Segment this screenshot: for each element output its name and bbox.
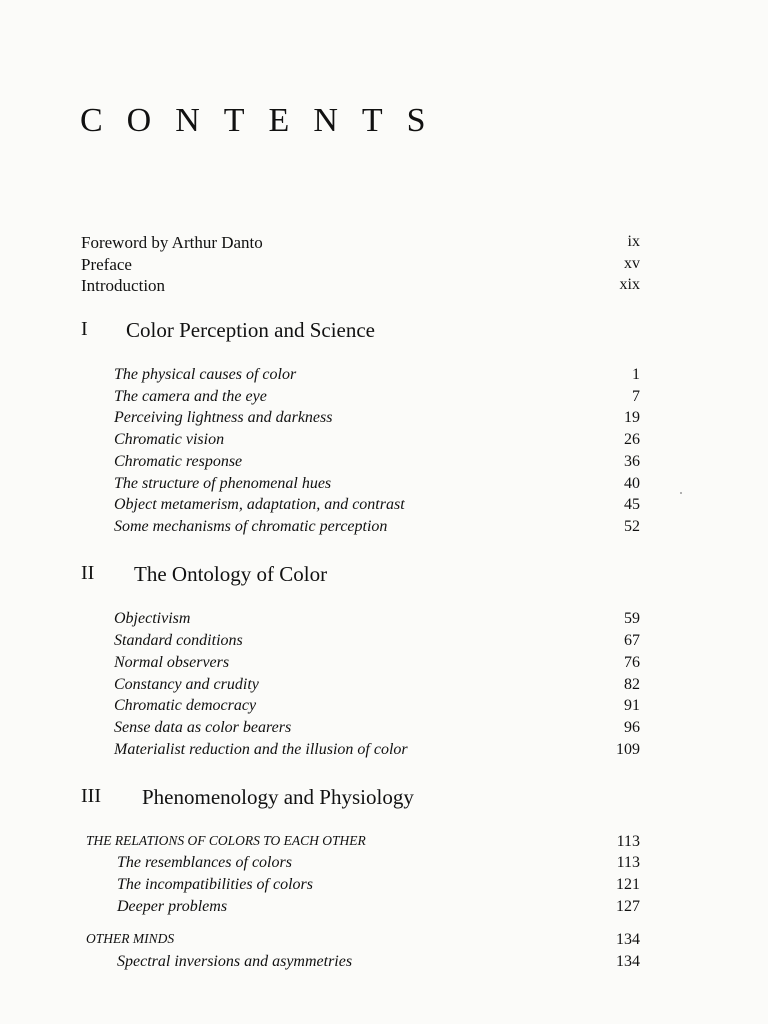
part-numeral: III	[81, 785, 101, 807]
entry-page: ix	[627, 233, 640, 250]
entry-title: Materialist reduction and the illusion of color	[114, 741, 408, 758]
entry-title: Foreword by Arthur Danto	[81, 233, 263, 252]
entry-page: 76	[624, 654, 640, 671]
section-page: 134	[616, 931, 640, 948]
entry-page: 127	[616, 898, 640, 915]
entry-page: 7	[632, 388, 640, 405]
entry-page: 67	[624, 632, 640, 649]
toc-entry-preface	[0, 255, 768, 277]
toc-entry	[0, 453, 768, 475]
toc-entry	[0, 366, 768, 388]
toc-entry	[0, 610, 768, 632]
toc-entry-introduction	[0, 276, 768, 298]
toc-entry	[0, 854, 768, 876]
entry-page: xix	[619, 276, 640, 293]
entry-title: Chromatic democracy	[114, 697, 257, 714]
entry-title: Object metamerism, adaptation, and contrast	[114, 496, 405, 513]
part-heading-2	[0, 562, 768, 592]
entry-title: Chromatic response	[114, 453, 243, 470]
entry-page: 52	[624, 518, 640, 535]
entry-title: Spectral inversions and asymmetries	[117, 953, 353, 970]
entry-title: The physical causes of color	[114, 366, 297, 383]
toc-entry	[0, 953, 768, 975]
part-title: Color Perception and Science	[126, 318, 376, 342]
entry-page: 113	[616, 854, 640, 871]
toc-section	[0, 931, 768, 953]
entry-page: 26	[624, 431, 640, 448]
entry-title: Deeper problems	[117, 898, 228, 915]
entry-page: 134	[616, 953, 640, 970]
entry-title: Normal observers	[114, 654, 230, 671]
page-title: CONTENTS	[80, 102, 450, 139]
part-heading-3	[0, 785, 768, 815]
toc-entry	[0, 654, 768, 676]
entry-page: 121	[616, 876, 640, 893]
entry-title: Perceiving lightness and darkness	[114, 409, 333, 426]
entry-page: 1	[632, 366, 640, 383]
toc-entry	[0, 632, 768, 654]
entry-page: 91	[624, 697, 640, 714]
entry-page: xv	[624, 255, 640, 272]
entry-title: Standard conditions	[114, 632, 243, 649]
entry-page: 59	[624, 610, 640, 627]
entry-page: 109	[616, 741, 640, 758]
entry-title: Objectivism	[114, 610, 191, 627]
entry-title: The resemblances of colors	[117, 854, 292, 871]
entry-title: The incompatibilities of colors	[117, 876, 313, 893]
toc-section	[0, 833, 768, 855]
toc-entry	[0, 719, 768, 741]
part-heading-1	[0, 318, 768, 348]
toc-entry	[0, 676, 768, 698]
part-title: Phenomenology and Physiology	[142, 785, 414, 809]
entry-page: 45	[624, 496, 640, 513]
part-numeral: I	[81, 318, 88, 340]
entry-title: Constancy and crudity	[114, 676, 259, 693]
toc-entry	[0, 697, 768, 719]
speck-mark	[680, 492, 682, 494]
toc-entry	[0, 741, 768, 763]
entry-title: Preface	[81, 255, 132, 274]
toc-entry	[0, 475, 768, 497]
entry-title: Sense data as color bearers	[114, 719, 292, 736]
toc-entry	[0, 898, 768, 920]
toc-entry	[0, 518, 768, 540]
part-title: The Ontology of Color	[134, 562, 328, 586]
entry-title: Some mechanisms of chromatic perception	[114, 518, 388, 535]
toc-entry	[0, 876, 768, 898]
entry-page: 19	[624, 409, 640, 426]
section-page: 113	[616, 833, 640, 850]
toc-entry	[0, 431, 768, 453]
entry-page: 36	[624, 453, 640, 470]
toc-entry-foreword	[0, 233, 768, 255]
toc-entry	[0, 388, 768, 410]
entry-title: The structure of phenomenal hues	[114, 475, 332, 492]
part-numeral: II	[81, 562, 95, 584]
entry-title: The camera and the eye	[114, 388, 267, 405]
entry-title: Introduction	[81, 276, 166, 295]
section-title: THE RELATIONS OF COLORS TO EACH OTHER	[86, 833, 366, 848]
entry-title: Chromatic vision	[114, 431, 225, 448]
toc-entry	[0, 496, 768, 518]
entry-page: 96	[624, 719, 640, 736]
toc-entry	[0, 409, 768, 431]
section-title: OTHER MINDS	[86, 931, 175, 946]
entry-page: 82	[624, 676, 640, 693]
entry-page: 40	[624, 475, 640, 492]
